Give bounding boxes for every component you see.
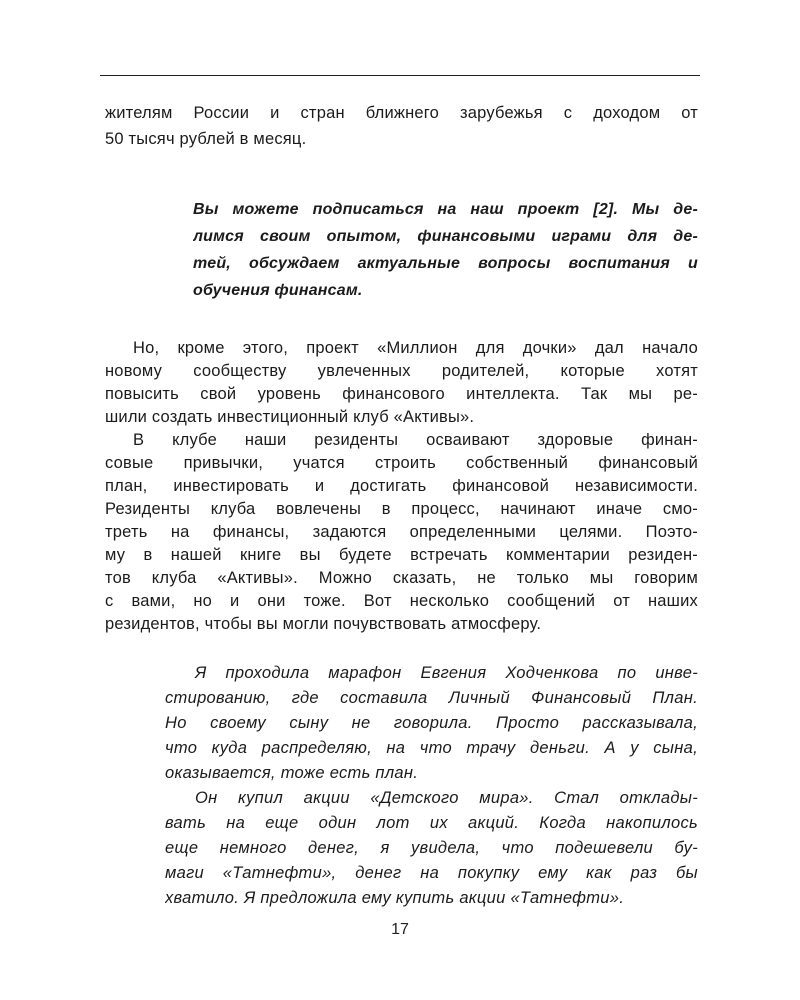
text-line: что куда распределяю, на что трачу деньги. А у сына,: [165, 739, 698, 757]
main-text: [105, 337, 698, 636]
text-line: стированию, где составила Личный Финансовый План.: [165, 689, 698, 707]
text-line: еще немного денег, я увидела, что подешевели бу-: [165, 839, 698, 857]
text-line: Резиденты клуба вовлечены в процесс, начинают иначе смо-: [105, 500, 698, 518]
subscribe-quote-block: [193, 196, 698, 304]
intro-paragraph: [105, 100, 698, 152]
text-line: тов клуба «Активы». Можно сказать, не только мы говорим: [105, 569, 698, 587]
text-line: лимся своим опытом, финансовыми играми для де-: [193, 228, 698, 245]
text-line: треть на финансы, задаются определенными целями. Поэто-: [105, 523, 698, 541]
text-line: с вами, но и они тоже. Вот несколько сообщений от наших: [105, 592, 698, 610]
text-line: шили создать инвестиционный клуб «Активы».: [105, 408, 475, 426]
text-line: Вы можете подписаться на наш проект [2]. Мы де-: [193, 201, 698, 218]
text-line: резидентов, чтобы вы могли почувствовать атмосферу.: [105, 615, 542, 633]
text-line: тей, обсуждаем актуальные вопросы воспитания и: [193, 255, 698, 272]
page-content: [105, 100, 698, 911]
text-line: маги «Татнефти», денег на покупку ему как раз бы: [165, 864, 698, 882]
text-line: оказывается, тоже есть план.: [165, 764, 419, 782]
text-line: совые привычки, учатся строить собственный финансовый: [105, 454, 698, 472]
text-line: Он купил акции «Детского мира». Стал отклады-: [195, 789, 698, 807]
text-line: Но, кроме этого, проект «Миллион для дочки» дал начало: [133, 339, 698, 357]
text-line: новому сообществу увлеченных родителей, которые хотят: [105, 362, 698, 380]
header-rule: [100, 75, 700, 76]
page-number: 17: [391, 921, 409, 938]
text-line: жителям России и стран ближнего зарубежья с доходом от: [105, 104, 698, 122]
text-line: Я проходила марафон Евгения Ходченкова по инве-: [195, 664, 698, 682]
text-line: план, инвестировать и достигать финансовой независимости.: [105, 477, 698, 495]
text-line: Но своему сыну не говорила. Просто рассказывала,: [165, 714, 698, 732]
text-line: обучения финансам.: [193, 282, 363, 299]
resident-quote-block: [165, 661, 698, 911]
text-line: повысить свой уровень финансового интеллекта. Так мы ре-: [105, 385, 698, 403]
text-line: 50 тысяч рублей в месяц.: [105, 130, 307, 148]
text-line: хватило. Я предложила ему купить акции «Татнефти».: [165, 889, 625, 907]
text-line: вать на еще один лот их акций. Когда накопилось: [165, 814, 698, 832]
text-line: В клубе наши резиденты осваивают здоровые финан-: [133, 431, 698, 449]
text-line: му в нашей книге вы будете встречать комментарии резиден-: [105, 546, 698, 564]
